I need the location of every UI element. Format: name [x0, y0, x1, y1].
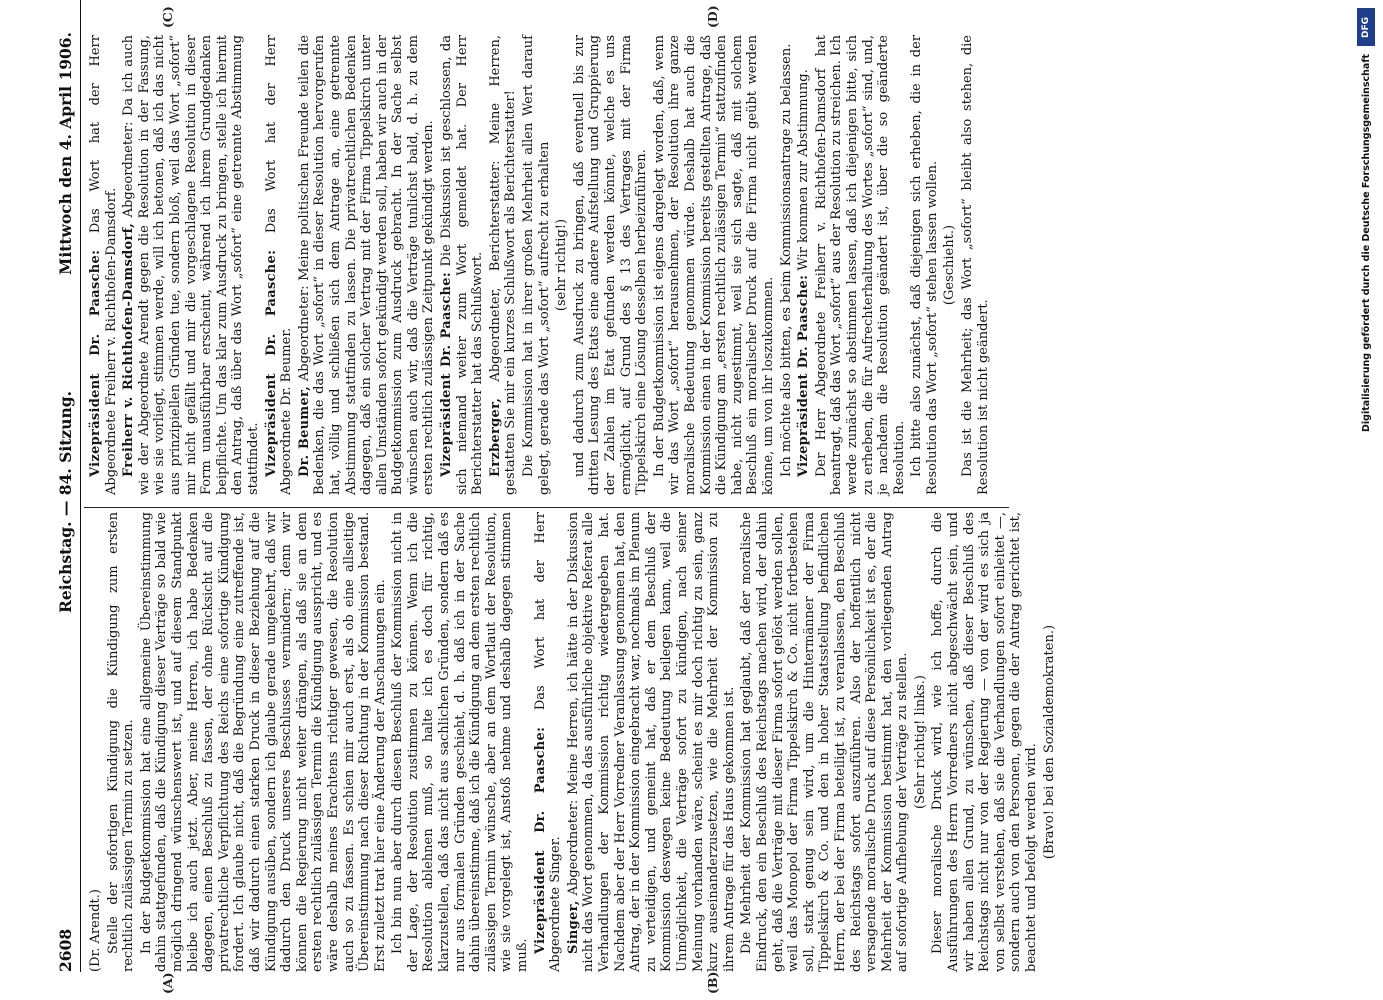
speaker-name: Vizepräsident Dr. Paasche:	[532, 726, 548, 954]
right-column	[88, 35, 993, 495]
paragraph-text: Abgeordneter: Meine politischen Freunde teilen die Bedenken, die das Wort „sofort“ in dieser Resolution hervorgerufen hat, völlig und schließen sich dem Antrage an, eine getrennte Abstimmung stattfinden zu lassen. Die privatrechtlichen Bedenken dagegen, daß ein solcher Vertrag mit der Firma Tippelskirch unter allen Umständen sofort gekündigt werden soll, haben wir auch in der Budgetkommission zum Ausdruck gebracht. In der Sache selbst wünschen auch wir, daß die Verträge tunlichst bald, d. h. zu dem ersten rechtlich zulässigen Zeitpunkt gekündigt werden.	[296, 35, 437, 495]
speaker-name: Singer,	[565, 900, 581, 954]
paragraph-text: Stelle der sofortigen Kündigung die Kündigung zum ersten rechtlich zulässigen Termin zu setzen.	[105, 512, 137, 972]
paragraph	[739, 512, 911, 972]
header-rule	[80, 0, 81, 972]
paragraph-text: Wir kommen zur Abstimmung.	[796, 69, 812, 275]
session-date: Mittwoch den 4. April 1906.	[56, 32, 75, 275]
dfg-watermark	[1349, 0, 1383, 1000]
speaker-name: Erzberger,	[487, 397, 503, 477]
paragraph	[572, 35, 650, 495]
paragraph	[121, 35, 261, 495]
paragraph	[521, 35, 552, 495]
paragraph-text: Das ist die Mehrheit; das Wort „sofort“ bleibt also stehen, die Resolution ist nicht geändert.	[960, 35, 991, 495]
paragraph-text: Ich bitte also zunächst, daß diejenigen sich erheben, die in der Resolution das Wort „sofort“ stehen lassen wollen.	[909, 35, 940, 495]
paragraph-text: und dadurch zum Ausdruck zu bringen, daß eventuell bis zur dritten Lesung des Etats eine andere Aufstellung und Gruppierung der Zahlen im Etat gefunden werden könnte, welche es uns ermöglicht, auf Grund des § 13 des Vertrages mit der Firma Tippelskirch eine Lösung desselben herbeizuführen.	[571, 35, 650, 495]
paragraph-text: Ich möchte also bitten, es beim Kommissionsantrage zu belassen.	[778, 43, 794, 477]
paragraph	[652, 35, 777, 495]
paragraph-text: Das Wort hat der Herr Abgeordnete Dr. Beumer.	[263, 35, 295, 495]
paragraph	[796, 35, 812, 495]
paragraph	[106, 512, 137, 972]
paragraph	[779, 35, 795, 495]
speaker-name: Vizepräsident Dr. Paasche:	[263, 249, 279, 477]
paragraph-text: Ich bin nun aber durch diesen Beschluß der Kommission nicht in der Lage, der Resolution zustimmen zu können. Wenn ich die Resolution ablehnen muß, so halte ich es doch für richtig, klarzustellen, daß das nicht aus sachlichen Gründen, sondern daß es nur aus formalen Gründen geschieht, d. h. daß ich in der Sache dahin übereinstimme, daß ich die Kündigung an dem ersten rechtlich zulässigen Termin wünsche, aber an dem Wortlaut der Resolution, wie sie vorgelegt ist, Anstoß nehme und deshalb dagegen stimmen muß.	[390, 512, 531, 972]
dfg-credit-text: Digitalisierung gefördert durch die Deutsche Forschungsgemeinschaft	[1360, 54, 1372, 432]
paragraph	[264, 35, 295, 495]
paragraph	[88, 35, 119, 495]
margin-marker-d: (D)	[705, 5, 720, 28]
interjection	[554, 35, 570, 495]
paragraph	[297, 35, 437, 495]
paragraph-text: Die Mehrheit der Kommission hat geglaubt, daß der moralische Eindruck, den ein Beschluß des Reichstags machen wird, der dahin geht, daß die Verträge mit dieser Firma sofort gelöst werden sollen, weil das Monopol der Firma Tippelskirch & Co. nicht fortbestehen soll, stark genug sein wird, um die Hintermänner der Firma Tippelskirch & Co. und den in hoher Staatsstellung befindlichen Herrn, der bei der Firma beteiligt ist, zu veranlassen, den Beschluß des Reichstags sofort auszuführen. Also der hoffentlich nicht versagende moralische Druck auf diese Persönlichkeit ist es, der die Mehrheit der Kommission bestimmt hat, den vorliegenden Antrag auf sofortige Aufhebung der Verträge zu stellen.	[739, 512, 911, 972]
speaker-name: Vizepräsident Dr. Paasche:	[439, 272, 455, 477]
paragraph-text: Abgeordneter: Da ich auch wie der Abgeordnete Arendt gegen die Resolution in der Fassung, wie sie vorliegt, stimmen werde, will ich betonen, daß ich das nicht aus prinzipiellen Gründen tue, sondern bloß, weil das Wort „sofort“ mir nicht gefällt und mir die vorgeschlagene Resolution in dieser Form unausführbar erscheint, während ich ihrem Grundgedanken beipflichte. Um das klar zum Ausdruck zu bringen, stelle ich hiermit den Antrag, daß über das Wort „sofort“ eine getrennte Abstimmung stattfindet.	[121, 35, 261, 495]
interjection	[942, 35, 958, 495]
page-header	[56, 32, 78, 972]
paragraph	[909, 35, 940, 495]
page-number: 2608	[56, 928, 75, 972]
paragraph-text: (Sehr richtig! links.)	[912, 675, 928, 809]
paragraph-text: Dieser moralische Druck wird, wie ich hoffe, durch die Ausführungen des Herrn Vorredners nicht abgeschwächt sein, und wir haben allen Grund, zu wünschen, daß dieser Beschluß des Reichstags nicht nur von der Regierung — von der wird es sich ja von selbst verstehen, daß sie die Verhandlungen sofort einleitet —, sondern auch von den Personen, gegen die der Antrag gerichtet ist, beachtet und befolgt werden wird.	[930, 512, 1040, 972]
paragraph	[960, 35, 991, 495]
speaker-name: Vizepräsident Dr. Paasche:	[88, 249, 103, 477]
paragraph	[566, 512, 738, 972]
left-column	[88, 512, 1059, 972]
paragraph-text: Das Wort hat der Herr Abgeordnete Freiherr v. Richthofen-Damsdorf.	[88, 35, 119, 495]
paragraph	[533, 512, 564, 972]
paragraph	[930, 512, 1039, 972]
speaker-name: Dr. Beumer,	[296, 385, 312, 477]
paragraph-text: Das Wort hat der Herr Abgeordnete Singer.	[532, 512, 564, 972]
speaker-name: Freiherr v. Richthofen-Damsdorf,	[121, 222, 137, 477]
paragraph	[814, 35, 908, 495]
dfg-logo: DFG	[1357, 8, 1375, 46]
paragraph-text: (Bravo! bei den Sozialdemokraten.)	[1041, 624, 1057, 860]
interjection	[1042, 512, 1058, 972]
paragraph-text: In der Budgetkommission hat eine allgemeine Übereinstimmung dahin stattgefunden, daß die Kündigung dieser Verträge so bald wie möglich dringend wünschenswert ist, und auf diesem Standpunkt bleibe ich auch jetzt. Aber, meine Herren, ich habe Bedenken dagegen, einen Beschluß zu fassen, der ohne Rücksicht auf die privatrechtliche Verpflichtung des Reichs eine sofortige Kündigung fordert. Ich glaube nicht, daß die Begründung eine zutreffende ist, daß wir dadurch einen starken Druck in dieser Beziehung auf die Kündigung ausüben, sondern ich glaube gerade umgekehrt, daß wir dadurch den Druck unseres Beschlusses vermindern; denn wir können die Regierung nicht weiter drängen, als daß sie an dem ersten rechtlich zulässigen Termin die Kündigung ausspricht, und es wäre deshalb meines Erachtens richtiger gewesen, die Resolution auch so zu fassen. Es schien mir auch erst, als ob eine allseitige Übereinstimmung nach dieser Richtung in der Kommission bestand. Erst zuletzt trat hier eine Änderung der Anschauungen ein.	[138, 512, 388, 972]
paragraph-text: (Geschieht.)	[942, 224, 958, 306]
paragraph-text: (sehr richtig!)	[554, 218, 570, 312]
paragraph	[139, 512, 389, 972]
paragraph	[488, 35, 519, 495]
speaker-name: Vizepräsident Dr. Paasche:	[796, 274, 812, 477]
interjection	[913, 512, 929, 972]
paragraph-text: Der Herr Abgeordnete Freiherr v. Richthofen-Damsdorf hat beantragt, daß das Wort „sofort“ aus der Resolution zu streichen. Ich werde zunächst so abstimmen lassen, daß ich diejenigen bitte, sich zu erheben, die für Aufrechterhaltung des Wortes „sofort“ sind, und, je nachdem die Resolution geändert ist, über die so geänderte Resolution.	[813, 35, 907, 495]
margin-marker-c: (C)	[160, 6, 175, 28]
paragraph-text: (Dr. Arendt.)	[88, 889, 103, 972]
column-divider	[84, 507, 1009, 508]
paragraph	[390, 512, 530, 972]
speaker-continuation	[88, 512, 104, 972]
session-title: Reichstag. — 84. Sitzung.	[56, 391, 75, 613]
margin-marker-b: (B)	[705, 971, 720, 994]
paragraph-text: In der Budgetkommission ist eigens dargelegt worden, daß, wenn wir das Wort „sofort“ herausnehmen, der Resolution ihre ganze moralische Bedeutung genommen würde. Deshalb hat auch die Kommission einen in der Kommission bereits gestellten Antrage, daß die Kündigung am „ersten rechtlich zulässigen Termin“ stattzufinden habe, nicht zugestimmt, weil sie sich sagte, daß mit solchem Beschluß ein moralischer Druck auf die Firma nicht geübt werden könne, um von ihr loszukommen.	[651, 35, 776, 495]
paragraph-text: Abgeordneter, Berichterstatter: Meine Herren, gestatten Sie mir ein kurzes Schlußwort als Berichterstatter!	[487, 35, 519, 495]
paragraph-text: Die Diskussion ist geschlossen, da sich niemand weiter zum Wort gemeldet hat. Der Herr Berichterstatter hat das Schlußwort.	[439, 35, 486, 495]
paragraph-text: Abgeordneter: Meine Herren, ich hätte in der Diskussion nicht das Wort genommen, da das ausführliche objektive Referat alle Verhandlungen der Kommission richtig wiedergegeben hat. Nachdem aber der Herr Vorredner Veranlassung genommen hat, den Antrag, der in der Kommission eingebracht war, nochmals im Plenum zu verteidigen, und gemeint hat, daß er dem Beschluß der Kommission deswegen keine Bedeutung beilegen kann, weil die Unmöglichkeit, die Verträge sofort zu kündigen, nach seiner Meinung vorhanden wäre, scheint es mir doch richtig zu sein, ganz kurz auseinanderzusetzen, wie die Mehrheit der Kommission zu ihrem Antrage für das Haus gekommen ist.	[565, 512, 737, 972]
margin-marker-a: (A)	[160, 972, 175, 994]
paragraph	[439, 35, 486, 495]
paragraph-text: Die Kommission hat in ihrer großen Mehrheit allen Wert darauf gelegt, gerade das Wort „sofort“ aufrecht zu erhalten	[521, 35, 552, 495]
